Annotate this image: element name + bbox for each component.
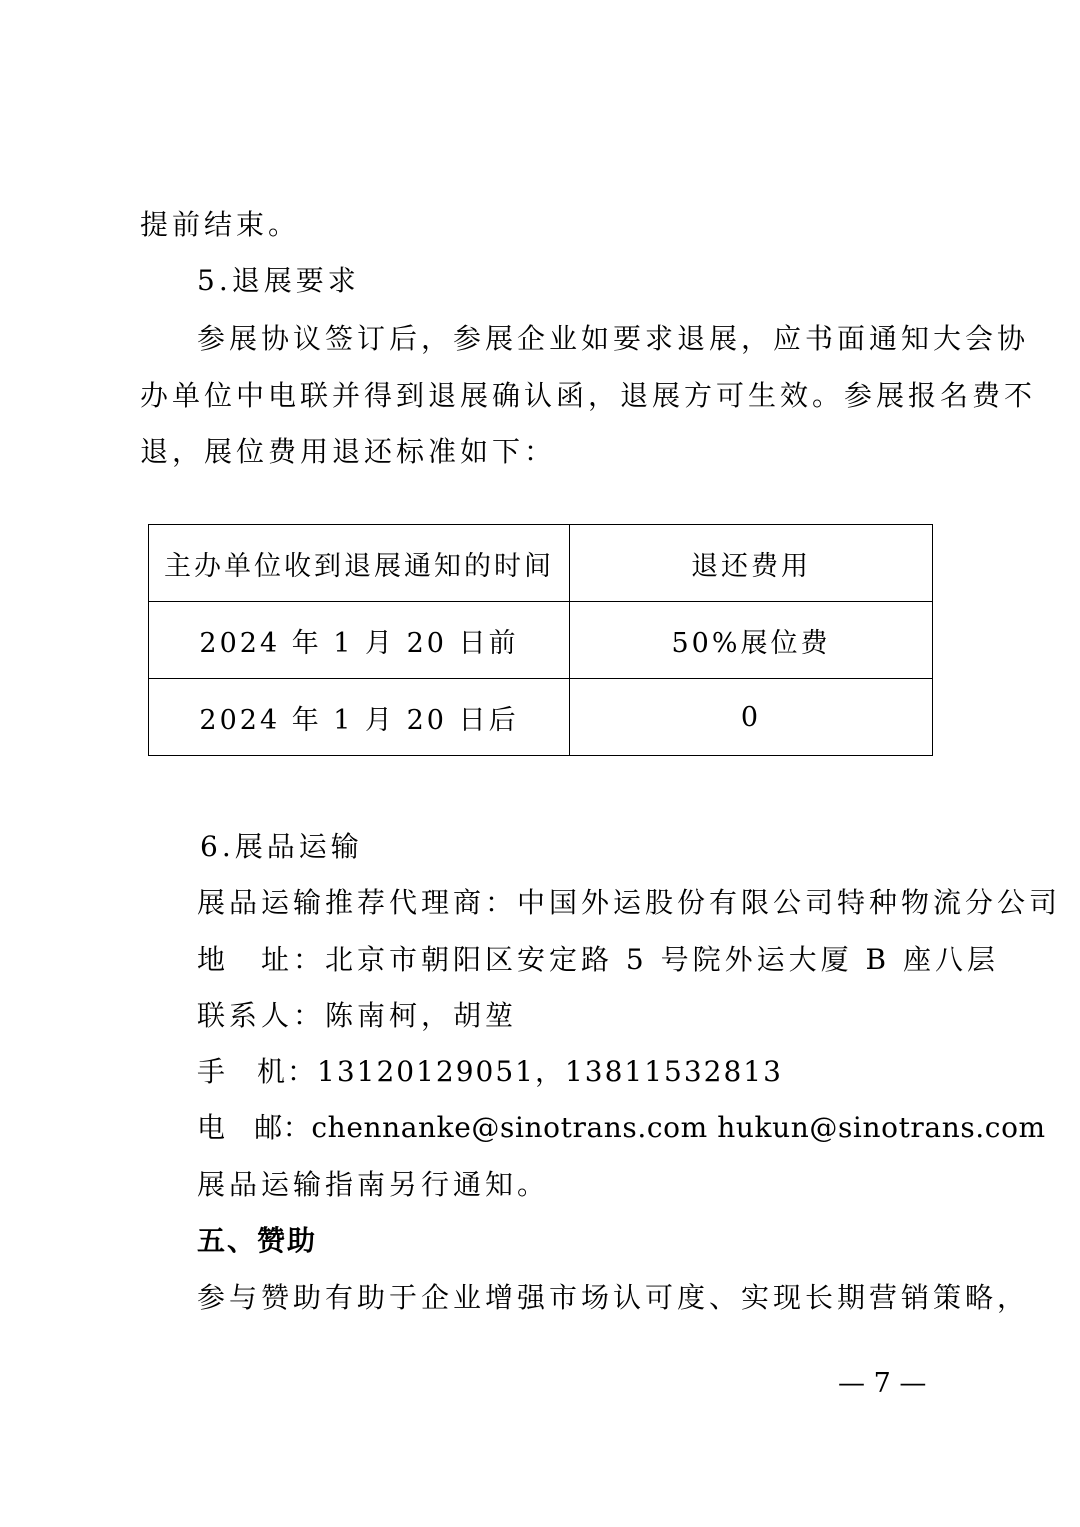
section-heading-withdrawal: 5.退展要求 [197, 264, 360, 297]
page-number: — 7 — [838, 1368, 927, 1399]
text-line: 参展协议签订后，参展企业如要求退展，应书面通知大会协 [197, 322, 1030, 355]
table-row [149, 679, 933, 756]
text-line: 提前结束。 [140, 208, 301, 241]
refund-table [148, 524, 933, 756]
table-cell: 2024 年 1 月 20 日前 [149, 602, 570, 679]
table-cell: 2024 年 1 月 20 日后 [149, 679, 570, 756]
table-row [149, 602, 933, 679]
table-header-cell: 退还费用 [570, 525, 933, 602]
section-heading-sponsorship: 五、赞助 [197, 1224, 318, 1257]
text-line: 办单位中电联并得到退展确认函，退展方可生效。参展报名费不 [140, 379, 1037, 412]
transport-agent: 展品运输推荐代理商：中国外运股份有限公司特种物流分公司 [197, 886, 1062, 919]
transport-phone: 手 机：13120129051，13811532813 [197, 1055, 783, 1088]
table-cell: 0 [570, 679, 933, 756]
transport-guide: 展品运输指南另行通知。 [197, 1168, 550, 1201]
section-heading-transport: 6.展品运输 [200, 830, 363, 863]
sponsorship-text: 参与赞助有助于企业增强市场认可度、实现长期营销策略， [197, 1281, 1030, 1314]
transport-address: 地 址：北京市朝阳区安定路 5 号院外运大厦 B 座八层 [197, 943, 999, 976]
table-header-cell: 主办单位收到退展通知的时间 [149, 525, 570, 602]
text-line: 退，展位费用退还标准如下： [140, 435, 557, 468]
transport-email: 电 邮：chennanke@sinotrans.com hukun@sinotrans.com [197, 1111, 1046, 1144]
table-cell: 50%展位费 [570, 602, 933, 679]
transport-contact: 联系人：陈南柯，胡堃 [197, 999, 518, 1032]
table-header-row [149, 525, 933, 602]
